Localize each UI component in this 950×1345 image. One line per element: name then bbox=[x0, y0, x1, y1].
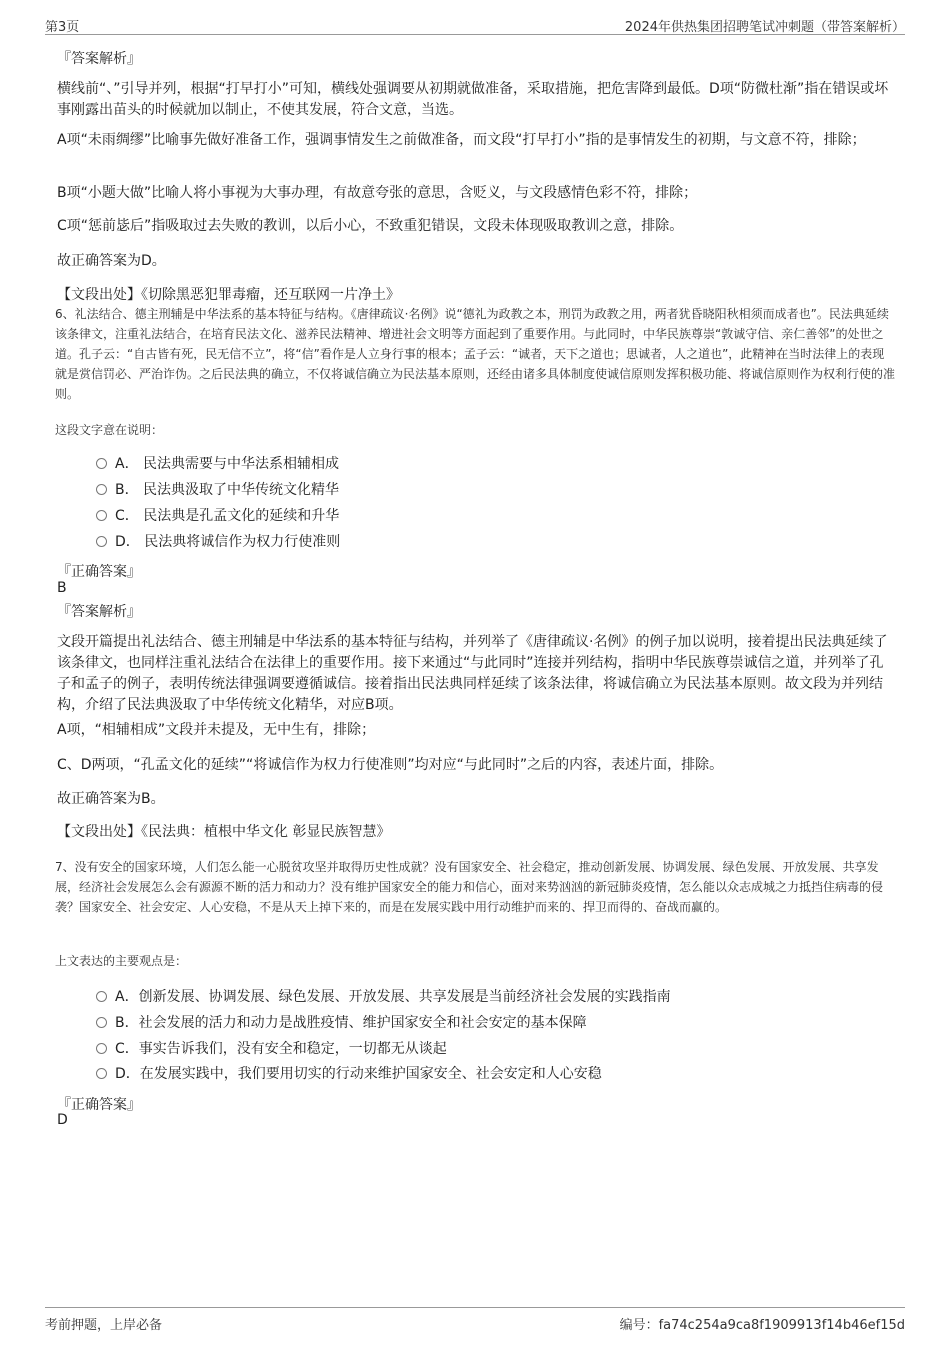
radio-icon[interactable] bbox=[96, 1043, 107, 1054]
q7-answer-label: 『正确答案』 bbox=[57, 1097, 141, 1113]
document-title: 2024年供热集团招聘笔试冲刺题（带答案解析） bbox=[624, 20, 905, 35]
q6-analysis-para-3: C、D两项，“孔孟文化的延续”“将诚信作为权力行使准则”均对应“与此同时”之后的内容，表述片面，排除。 bbox=[57, 757, 724, 773]
q6-stem: 6、礼法结合、德主刑辅是中华法系的基本特征与结构。《唐律疏议·名例》说“德礼为政教之本，刑罚为政教之用，两者犹昏晓阳秋相须而成者也”。民法典延续该条律文，注重礼法结合，在培育民法文化、滋养民法精神、增进社会文明等方面起到了重要作用。与此同时，中华民族尊崇“敦诚守信、亲仁善邻”的处世之道。孔子云：“自古皆有死，民无信不立”，将“信”看作是人立身行事的根本；孟子云：“诚者，天下之道也；思诚者，人之道也”，此精神在当时法律上的表现就是赏信罚必、严治诈伪。之后民法典的确立，不仅将诚信确立为民法基本原则，还经由诸多具体制度使诚信原则发挥积极功能、将诚信原则作为权利行使的准则。 bbox=[55, 307, 896, 401]
page-number: 第3页 bbox=[45, 20, 80, 35]
option-label: C． 民法典是孔孟文化的延续和升华 bbox=[115, 508, 340, 524]
q6-analysis-label: 『答案解析』 bbox=[57, 604, 141, 620]
q7-stem: 7、没有安全的国家环境，人们怎么能一心脱贫攻坚并取得历史性成就？没有国家安全、社会稳定，推动创新发展、协调发展、绿色发展、开放发展、共享发展，经济社会发展怎么会有源源不断的活力和动力？没有维护国家安全的能力和信心，面对来势汹汹的新冠肺炎疫情，怎么能以众志成城之力抵挡住病毒的侵袭？国家安全、社会安定、人心安稳，不是从天上掉下来的，而是在发展实践中用行动维护而来的、捍卫而得的、奋战而赢的。 bbox=[55, 860, 884, 914]
radio-icon[interactable] bbox=[96, 458, 107, 469]
q5-analysis-para-3: B项“小题大做”比喻人将小事视为大事办理，有故意夸张的意思，含贬义，与文段感情色彩不符，排除； bbox=[57, 185, 698, 201]
q6-analysis-para-1: 文段开篇提出礼法结合、德主刑辅是中华法系的基本特征与结构，并列举了《唐律疏议·名例》的例子加以说明，接着提出民法典延续了该条律文，也同样注重礼法结合在法律上的重要作用。接下来通过“与此同时”连接并列结构，指明中华民族尊崇诚信之道，并列举了孔子和孟子的例子，表明传统法律强调要遵循诚信。接着指出民法典同样延续了该条法律，将诚信确立为民法基本原则。故文段为并列结构，介绍了民法典汲取了中华传统文化精华，对应B项。 bbox=[57, 634, 888, 713]
q6-source: 【文段出处】《民法典：植根中华文化 彰显民族智慧》 bbox=[57, 824, 391, 840]
q6-analysis-conclusion: 故正确答案为B。 bbox=[57, 791, 165, 807]
q6-answer-label: 『正确答案』 bbox=[57, 564, 141, 580]
radio-icon[interactable] bbox=[96, 536, 107, 547]
q6-option-d[interactable] bbox=[96, 532, 340, 552]
option-label: D． 民法典将诚信作为权力行使准则 bbox=[115, 534, 341, 550]
q7-answer: D bbox=[57, 1112, 68, 1128]
page-header bbox=[45, 14, 905, 35]
q7-option-c[interactable] bbox=[96, 1039, 447, 1059]
q7-option-a[interactable] bbox=[96, 987, 671, 1007]
q5-source: 【文段出处】《切除黑恶犯罪毒瘤，还互联网一片净土》 bbox=[57, 287, 400, 303]
q6-option-c[interactable] bbox=[96, 506, 339, 526]
q7-option-d[interactable] bbox=[96, 1064, 602, 1084]
option-label: B． 民法典汲取了中华传统文化精华 bbox=[115, 482, 340, 498]
q6-option-a[interactable] bbox=[96, 454, 339, 474]
option-label: A． 民法典需要与中华法系相辅相成 bbox=[115, 456, 340, 472]
q6-answer: B bbox=[57, 580, 67, 596]
q7-option-b[interactable] bbox=[96, 1013, 587, 1033]
option-label: C．事实告诉我们，没有安全和稳定，一切都无从谈起 bbox=[115, 1041, 447, 1057]
radio-icon[interactable] bbox=[96, 484, 107, 495]
q6-analysis-para-2: A项，“相辅相成”文段并未提及，无中生有，排除； bbox=[57, 722, 376, 738]
q5-analysis-para-4: C项“惩前毖后”指吸取过去失败的教训，以后小心，不致重犯错误，文段未体现吸取教训之意，排除。 bbox=[57, 218, 684, 234]
option-label: D．在发展实践中，我们要用切实的行动来维护国家安全、社会安定和人心安稳 bbox=[115, 1066, 602, 1082]
q5-analysis-label: 『答案解析』 bbox=[57, 51, 141, 67]
q7-prompt: 上文表达的主要观点是： bbox=[55, 954, 188, 968]
page-footer bbox=[45, 1307, 905, 1334]
footer-slogan: 考前押题，上岸必备 bbox=[45, 1318, 163, 1333]
radio-icon[interactable] bbox=[96, 1017, 107, 1028]
radio-icon[interactable] bbox=[96, 1068, 107, 1079]
option-label: A．创新发展、协调发展、绿色发展、开放发展、共享发展是当前经济社会发展的实践指南 bbox=[115, 989, 671, 1005]
q6-prompt: 这段文字意在说明： bbox=[55, 423, 164, 437]
radio-icon[interactable] bbox=[96, 991, 107, 1002]
q5-analysis-para-2: A项“未雨绸缪”比喻事先做好准备工作，强调事情发生之前做准备，而文段“打早打小”指的是事情发生的初期，与文意不符，排除； bbox=[57, 132, 866, 148]
option-label: B．社会发展的活力和动力是战胜疫情、维护国家安全和社会安定的基本保障 bbox=[115, 1015, 587, 1031]
q5-analysis-conclusion: 故正确答案为D。 bbox=[57, 253, 166, 269]
q6-option-b[interactable] bbox=[96, 480, 339, 500]
document-id: 编号：fa74c254a9ca8f1909913f14b46ef15d bbox=[619, 1318, 905, 1333]
radio-icon[interactable] bbox=[96, 510, 107, 521]
q5-analysis-para-1: 横线前“、”引导并列，根据“打早打小”可知，横线处强调要从初期就做准备，采取措施，把危害降到最低。D项“防微杜渐”指在错误或坏事刚露出苗头的时候就加以制止，不使其发展，符合文意，当选。 bbox=[57, 81, 889, 118]
